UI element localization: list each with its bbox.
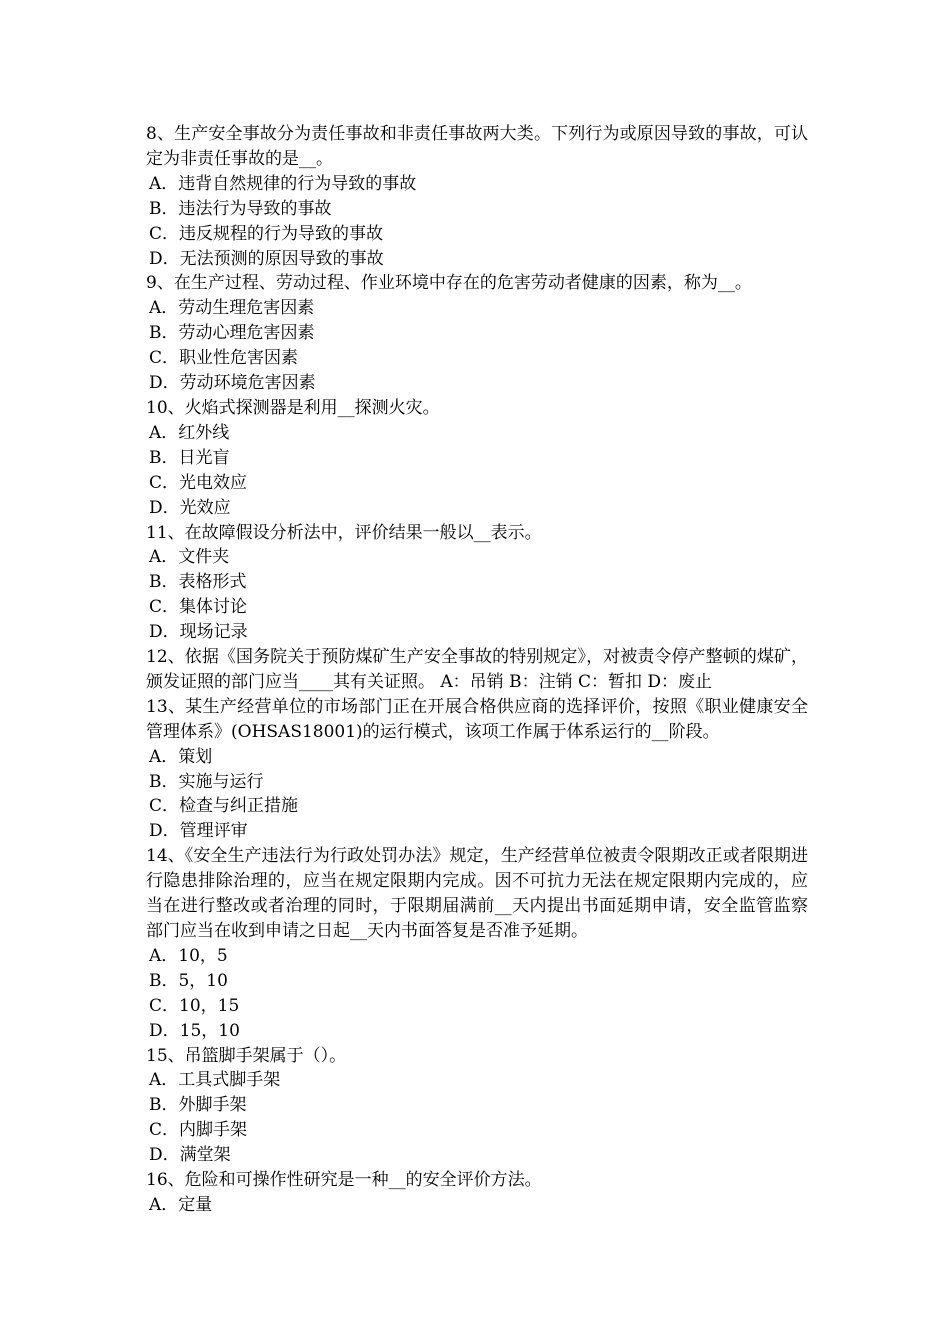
option-a: A．工具式脚手架	[149, 1070, 281, 1091]
option-d: D．满堂架	[149, 1145, 231, 1166]
option-c: C．集体讨论	[149, 597, 248, 618]
option-d: D．光效应	[149, 497, 231, 518]
question-10: 10、火焰式探测器是利用__探测火灾。	[146, 397, 440, 418]
option-a: A．违背自然规律的行为导致的事故	[149, 173, 417, 194]
option-a: A．红外线	[149, 422, 230, 443]
option-d: D．现场记录	[149, 622, 248, 643]
option-c: C．违反规程的行为导致的事故	[149, 223, 384, 244]
option-b: B．表格形式	[149, 572, 247, 593]
option-b: B．实施与运行	[149, 771, 264, 792]
option-d: D．15，10	[149, 1020, 240, 1041]
option-c: C．10，15	[149, 995, 240, 1016]
option-b: B．劳动心理危害因素	[149, 323, 315, 344]
option-a: A．策划	[149, 746, 213, 767]
option-c: C．内脚手架	[149, 1120, 248, 1141]
question-12: 12、依据《国务院关于预防煤矿生产安全事故的特别规定》，对被责令停产整顿的煤矿，颁发证照的部门应当____其有关证照。 A：吊销 B：注销 C：暂扣 D：废止	[146, 647, 808, 692]
option-d: D．无法预测的原因导致的事故	[149, 248, 384, 269]
option-a: A．劳动生理危害因素	[149, 298, 315, 319]
question-14: 14、《安全生产违法行为行政处罚办法》规定，生产经营单位被责令限期改正或者限期进行隐患排除治理的，应当在规定限期内完成。因不可抗力无法在规定限期内完成的，应当在进行整改或者治理的同时，于限期届满前__天内提出书面延期申请，安全监管监察部门应当在收到申请之日起__天内书面答复是否准予延期。	[146, 846, 808, 941]
option-c: C．职业性危害因素	[149, 348, 299, 369]
option-c: C．检查与纠正措施	[149, 796, 299, 817]
option-a: A．文件夹	[149, 547, 230, 568]
question-11: 11、在故障假设分析法中，评价结果一般以__表示。	[146, 522, 542, 543]
option-d: D．管理评审	[149, 821, 248, 842]
option-b: B．违法行为导致的事故	[149, 198, 332, 219]
option-c: C．光电效应	[149, 472, 248, 493]
option-b: B．日光盲	[149, 447, 230, 468]
option-a: A．定量	[149, 1194, 213, 1215]
exam-questions	[146, 122, 808, 1218]
option-b: B．外脚手架	[149, 1095, 247, 1116]
question-16: 16、危险和可操作性研究是一种__的安全评价方法。	[146, 1170, 542, 1191]
question-13: 13、某生产经营单位的市场部门正在开展合格供应商的选择评价，按照《职业健康安全管理体系》(OHSAS18001)的运行模式，该项工作属于体系运行的__阶段。	[146, 696, 808, 742]
option-d: D．劳动环境危害因素	[149, 373, 316, 394]
question-9: 9、在生产过程、劳动过程、作业环境中存在的危害劳动者健康的因素，称为__。	[146, 273, 752, 294]
option-a: A．10，5	[149, 945, 228, 966]
question-15: 15、吊篮脚手架属于（）。	[146, 1045, 347, 1066]
option-b: B．5，10	[149, 970, 228, 991]
question-8: 8、生产安全事故分为责任事故和非责任事故两大类。下列行为或原因导致的事故，可认定为非责任事故的是__。	[146, 124, 808, 169]
